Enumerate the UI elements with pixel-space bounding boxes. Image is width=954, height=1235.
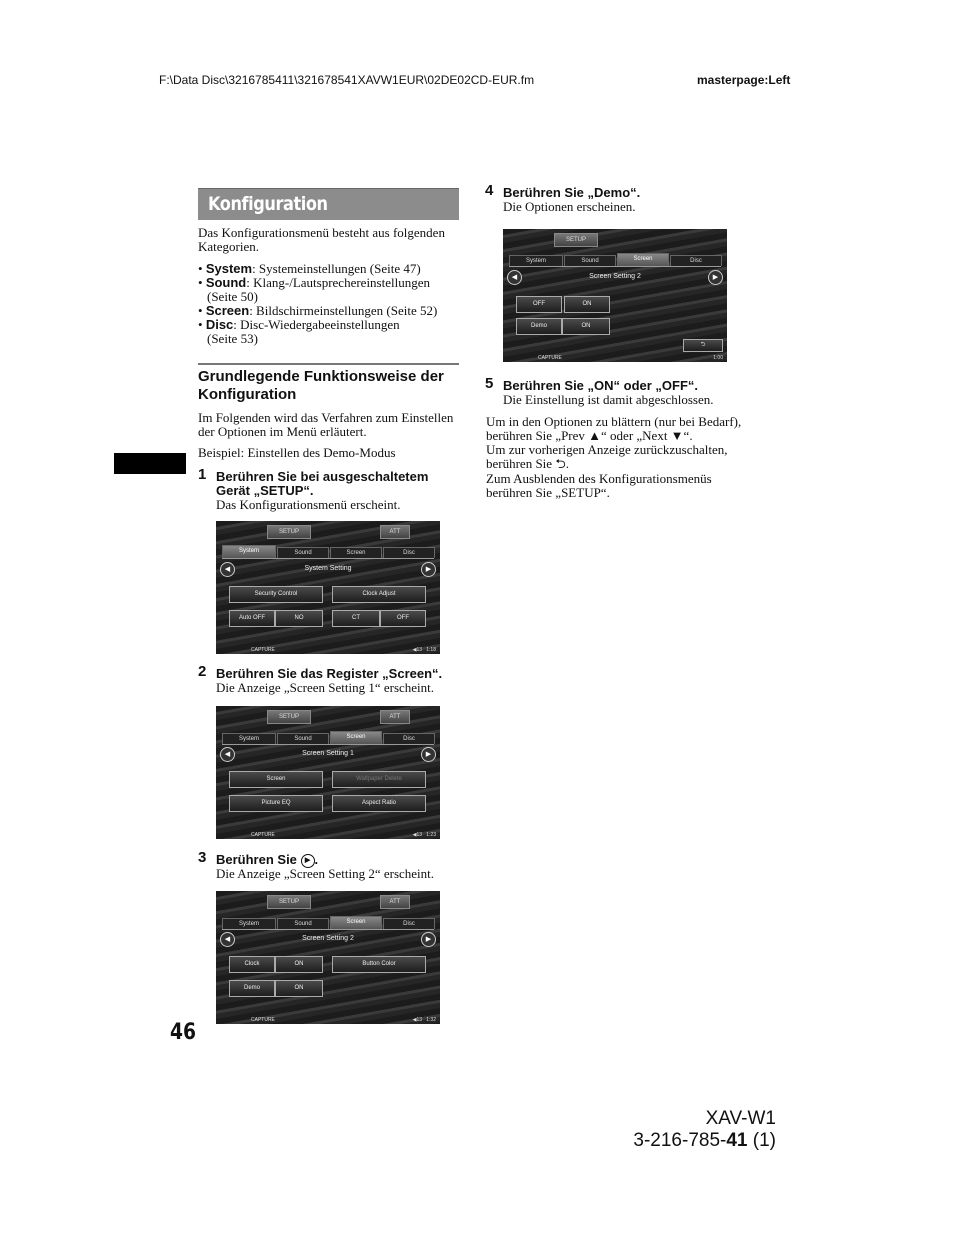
tab-system: System xyxy=(222,545,276,558)
subsection-paragraph: Im Folgenden wird das Verfahren zum Einstellen der Optionen im Menü erläutert. xyxy=(198,410,454,439)
notes: Um in den Optionen zu blättern (nur bei Bedarf), berühren Sie „Prev ▲“ oder „Next ▼“. Um zur vorherigen Anzeige zurückzuschalten, berühren Sie ⮌. Zum Ausblenden des Konfigurationsmenüs berühren Sie „SETUP“. xyxy=(486,414,742,500)
screenshot-system-setting xyxy=(216,521,440,654)
section-title-bar xyxy=(198,188,459,220)
step-2-desc: Die Anzeige „Screen Setting 1“ erscheint. xyxy=(216,680,435,695)
tab-disc: Disc xyxy=(383,547,435,558)
next-arrow-icon: ▶ xyxy=(421,747,436,762)
chapter-tab-marker xyxy=(114,453,186,474)
setup-button: SETUP xyxy=(267,895,311,909)
clock-button: Clock xyxy=(229,956,275,973)
on-option-button: ON xyxy=(564,296,610,313)
screen-title: Screen Setting 2 xyxy=(302,935,354,942)
next-arrow-icon: ▶ xyxy=(708,270,723,285)
back-arrow-icon: ⮌ xyxy=(683,339,723,352)
step-3-number: 3 xyxy=(198,849,207,866)
prev-arrow-icon: ◀ xyxy=(507,270,522,285)
screen-title: System Setting xyxy=(304,565,352,572)
step-1-title: Berühren Sie bei ausgeschaltetem Gerät „SETUP“. xyxy=(216,469,429,498)
demo-button: Demo xyxy=(229,980,275,997)
section-intro: Das Konfigurationsmenü besteht aus folgenden Kategorien. xyxy=(198,225,445,254)
next-arrow-icon: ▶ xyxy=(421,562,436,577)
divider xyxy=(198,363,459,365)
step-1-number: 1 xyxy=(198,466,207,483)
aspect-ratio-button: Aspect Ratio xyxy=(332,795,426,812)
page-number: 46 xyxy=(170,1020,197,1045)
capture-label: CAPTURE xyxy=(251,832,275,838)
step-4-number: 4 xyxy=(485,182,494,199)
clock-readout: 1:00 xyxy=(713,355,723,361)
screenshot-demo-options xyxy=(503,229,727,362)
step-3-title: Berühren Sie ▶ . xyxy=(216,852,319,867)
clock-readout: ◀13 1:32 xyxy=(412,1017,436,1023)
screen-title: Screen Setting 1 xyxy=(302,750,354,757)
tab-screen: Screen xyxy=(617,253,669,266)
step-3-desc: Die Anzeige „Screen Setting 2“ erscheint. xyxy=(216,866,435,881)
step-4-title: Berühren Sie „Demo“. xyxy=(503,185,641,200)
back-icon: ⮌ xyxy=(555,457,566,472)
step-5-number: 5 xyxy=(485,375,494,392)
screenshot-screen-setting-1 xyxy=(216,706,440,839)
tab-sound: Sound xyxy=(277,547,329,558)
demo-button: Demo xyxy=(516,318,562,335)
tab-disc: Disc xyxy=(670,255,722,266)
clock-adjust-button: Clock Adjust xyxy=(332,586,426,603)
bullet-system: • System: Systemeinstellungen (Seite 47) xyxy=(198,261,421,276)
tab-system: System xyxy=(222,733,276,744)
document-code: 3-216-785-41 (1) xyxy=(633,1130,776,1151)
step-1-desc: Das Konfigurationsmenü erscheint. xyxy=(216,497,401,512)
auto-off-button: Auto OFF xyxy=(229,610,275,627)
step-5-desc: Die Einstellung ist damit abgeschlossen. xyxy=(503,392,714,407)
capture-label: CAPTURE xyxy=(251,647,275,653)
bullet-disc: • Disc: Disc-Wiedergabeeinstellungen xyxy=(198,317,400,332)
att-button: ATT xyxy=(380,710,410,724)
next-circle-icon: ▶ xyxy=(301,854,315,868)
ct-value: OFF xyxy=(380,610,426,627)
setup-button: SETUP xyxy=(267,525,311,539)
tab-screen: Screen xyxy=(330,547,382,558)
bullet-list xyxy=(198,262,437,346)
security-control-button: Security Control xyxy=(229,586,323,603)
prev-arrow-icon: ◀ xyxy=(220,747,235,762)
step-2-title: Berühren Sie das Register „Screen“. xyxy=(216,666,443,681)
demo-value: ON xyxy=(275,980,323,997)
off-option-button: OFF xyxy=(516,296,562,313)
wallpaper-delete-button: Wallpaper Delete xyxy=(332,771,426,788)
tab-disc: Disc xyxy=(383,733,435,744)
tab-sound: Sound xyxy=(277,733,329,744)
bullet-screen: • Screen: Bildschirmeinstellungen (Seite 52) xyxy=(198,303,438,318)
tab-system: System xyxy=(509,255,563,266)
clock-readout: ◀13 1:18 xyxy=(412,647,436,653)
capture-label: CAPTURE xyxy=(538,355,562,361)
att-button: ATT xyxy=(380,895,410,909)
ct-button: CT xyxy=(332,610,380,627)
screen-title: Screen Setting 2 xyxy=(589,273,641,280)
tab-screen: Screen xyxy=(330,731,382,744)
auto-off-value: NO xyxy=(275,610,323,627)
bullet-disc-cont: (Seite 53) xyxy=(207,331,258,346)
clock-readout: ◀13 1:23 xyxy=(412,832,436,838)
demo-value: ON xyxy=(562,318,610,335)
tab-screen: Screen xyxy=(330,916,382,929)
bullet-sound-cont: (Seite 50) xyxy=(207,289,258,304)
tab-system: System xyxy=(222,918,276,929)
step-4-desc: Die Optionen erscheinen. xyxy=(503,199,636,214)
subsection-title: Grundlegende Funktionsweise der Konfiguration xyxy=(198,368,444,403)
button-color-button: Button Color xyxy=(332,956,426,973)
next-arrow-icon: ▶ xyxy=(421,932,436,947)
capture-label: CAPTURE xyxy=(251,1017,275,1023)
tab-sound: Sound xyxy=(277,918,329,929)
file-path: F:\Data Disc\3216785411\321678541XAVW1EUR\02DE02CD-EUR.fm xyxy=(159,73,535,87)
clock-value: ON xyxy=(275,956,323,973)
masterpage-label: masterpage:Left xyxy=(697,73,791,87)
example-text: Beispiel: Einstellen des Demo-Modus xyxy=(198,445,396,460)
picture-eq-button: Picture EQ xyxy=(229,795,323,812)
tab-sound: Sound xyxy=(564,255,616,266)
model-name: XAV-W1 xyxy=(705,1108,776,1129)
screen-button: Screen xyxy=(229,771,323,788)
step-2-number: 2 xyxy=(198,663,207,680)
setup-button: SETUP xyxy=(267,710,311,724)
prev-arrow-icon: ◀ xyxy=(220,562,235,577)
bullet-sound: • Sound: Klang-/Lautsprechereinstellungen xyxy=(198,275,430,290)
step-5-title: Berühren Sie „ON“ oder „OFF“. xyxy=(503,378,699,393)
setup-button: SETUP xyxy=(554,233,598,247)
section-title: Konfiguration xyxy=(208,193,328,215)
screenshot-screen-setting-2 xyxy=(216,891,440,1024)
att-button: ATT xyxy=(380,525,410,539)
prev-arrow-icon: ◀ xyxy=(220,932,235,947)
tab-disc: Disc xyxy=(383,918,435,929)
